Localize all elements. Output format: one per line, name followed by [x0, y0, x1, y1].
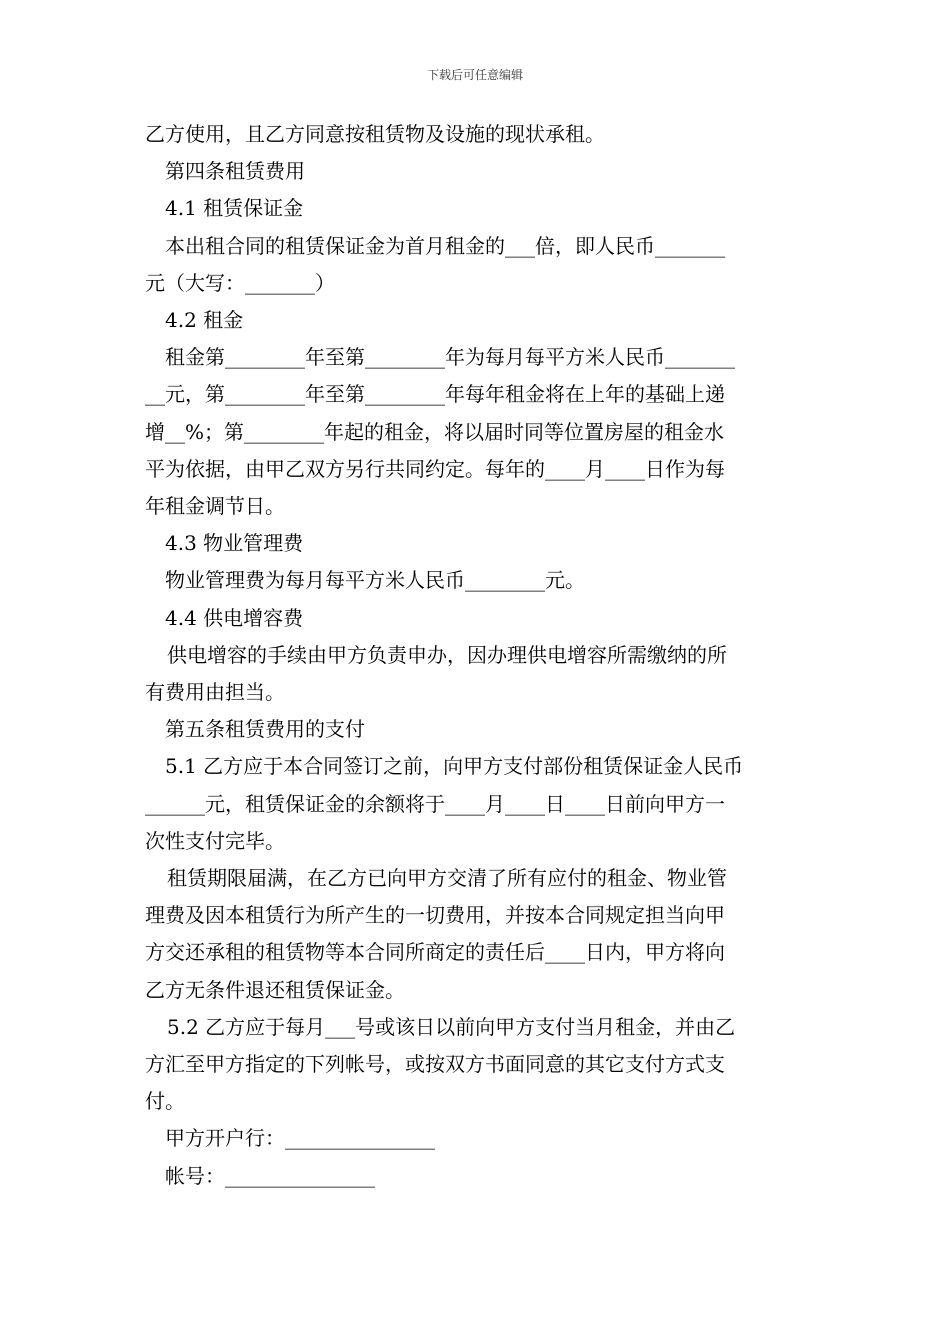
paragraph-line: 增__%；第________年起的租金，将以届时同等位置房屋的租金水 [145, 419, 725, 444]
section-heading: 4.3 物业管理费 [165, 531, 304, 556]
paragraph-line: 本出租合同的租赁保证金为首月租金的___倍，即人民币_______ [165, 233, 725, 258]
article-heading: 第四条租赁费用 [165, 159, 305, 184]
paragraph-line: 乙方使用，且乙方同意按租赁物及设施的现状承租。 [145, 122, 605, 146]
paragraph-line: 供电增容的手续由甲方负责申办，因办理供电增容所需缴纳的所 [167, 642, 727, 667]
paragraph-line: 方交还承租的租赁物等本合同所商定的责任后____日内，甲方将向 [145, 940, 725, 965]
paragraph-line: 付。 [145, 1089, 185, 1114]
paragraph-line: 乙方无条件退还租赁保证金。 [145, 977, 405, 1002]
paragraph-line: 租赁期限届满，在乙方已向甲方交清了所有应付的租金、物业管 [167, 866, 727, 891]
article-heading: 第五条租赁费用的支付 [165, 717, 365, 742]
section-heading: 4.2 租金 [165, 308, 244, 333]
paragraph-line: 物业管理费为每月每平方米人民币________元。 [165, 568, 585, 593]
bank-field-line: 甲方开户行：_______________ [165, 1126, 435, 1151]
paragraph-line: __元，第________年至第________年每年租金将在上年的基础上递 [145, 382, 725, 407]
paragraph-line: 年租金调节日。 [145, 494, 285, 519]
paragraph-line: 理费及因本租赁行为所产生的一切费用，并按本合同规定担当向甲 [145, 903, 725, 928]
paragraph-line: 元（大写：_______） [145, 270, 335, 295]
paragraph-line: 5.2 乙方应于每月___号或该日以前向甲方支付当月租金，并由乙 [167, 1014, 736, 1039]
paragraph-line: 次性支付完毕。 [145, 828, 285, 853]
section-heading: 4.1 租赁保证金 [165, 196, 304, 221]
paragraph-line: 有费用由担当。 [145, 680, 285, 705]
paragraph-line: 租金第________年至第________年为每月每平方米人民币_______ [165, 345, 735, 370]
paragraph-line: 平为依据，由甲乙双方另行共同约定。每年的____月____日作为每 [145, 456, 725, 481]
paragraph-line: 方汇至甲方指定的下列帐号，或按双方书面同意的其它支付方式支 [145, 1052, 725, 1077]
paragraph-line: ______元，租赁保证金的余额将于____月____日____日前向甲方一 [145, 791, 725, 816]
paragraph-line: 5.1 乙方应于本合同签订之前，向甲方支付部份租赁保证金人民币 [165, 754, 744, 779]
section-heading: 4.4 供电增容费 [165, 605, 304, 630]
document-body [145, 116, 809, 1195]
page-header: 下载后可任意编辑 [426, 68, 523, 82]
account-field-line: 帐号：_______________ [165, 1163, 375, 1188]
